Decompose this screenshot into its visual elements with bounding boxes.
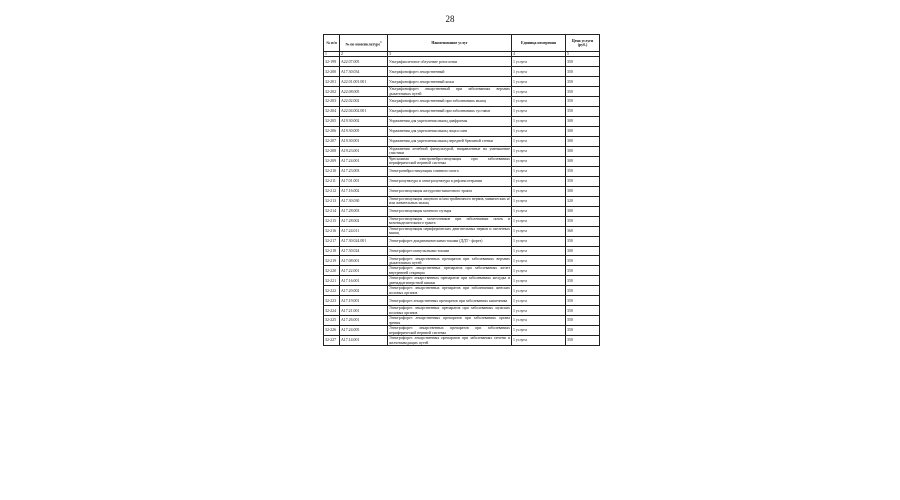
row-name-cell: Электрофорез импульсными токами — [388, 246, 512, 256]
row-number-cell: 32-212 — [324, 186, 340, 196]
row-unit-cell: 1 услуга — [512, 186, 566, 196]
table-row — [324, 57, 600, 67]
table-row — [324, 296, 600, 306]
row-number-cell: 32-221 — [324, 276, 340, 286]
row-code-cell: А17.24.011 — [340, 226, 388, 236]
row-number-cell: 32-219 — [324, 256, 340, 266]
row-name-cell: Ультрафонофорез лекарственный кожи — [388, 77, 512, 87]
row-number-cell: 32-223 — [324, 296, 340, 306]
row-name-cell: Упражнения для укрепления мышц передней брюшной стенки — [388, 137, 512, 147]
row-price-cell: 350 — [566, 276, 600, 286]
row-price-cell: 350 — [566, 166, 600, 176]
row-unit-cell: 1 услуга — [512, 306, 566, 316]
row-unit-cell: 1 услуга — [512, 286, 566, 296]
table-body — [324, 57, 600, 346]
row-code-cell: А17.01.001 — [340, 176, 388, 186]
row-name-cell: Электростимуляция периферических двигательных нервов и скелетных мышц — [389, 226, 510, 236]
table-row — [324, 137, 600, 147]
row-code-cell: А17.23.003 — [340, 166, 388, 176]
row-name-cell: Электропунктура и электропунктура в рефлексотерапии — [388, 176, 512, 186]
row-code-cell: А17.16.002 — [340, 186, 388, 196]
header-code-label: № по номенклатуре — [345, 41, 381, 46]
row-code-cell: А17.28.002 — [340, 216, 388, 226]
row-price-cell: 300 — [566, 246, 600, 256]
row-unit-cell: 1 услуга — [512, 236, 566, 246]
row-number-cell: 32-218 — [324, 246, 340, 256]
row-code-cell: А17.22.001 — [340, 266, 388, 276]
row-number-cell: 32-226 — [324, 326, 340, 336]
row-number-cell: 32-222 — [324, 286, 340, 296]
table-row — [324, 176, 600, 186]
row-unit-cell: 1 услуга — [512, 296, 566, 306]
row-name-cell: Электростимуляция мочеточников при заболеваниях почек и мочевыделительного тракта — [389, 216, 510, 226]
row-number-cell: 32-199 — [324, 57, 340, 67]
row-price-cell: 350 — [566, 216, 600, 226]
column-number: 5 — [566, 52, 600, 57]
row-price-cell: 360 — [566, 226, 600, 236]
row-code-cell: А17.20.002 — [340, 286, 388, 296]
row-price-cell: 300 — [566, 186, 600, 196]
row-price-cell: 350 — [566, 326, 600, 336]
row-number-cell: 32-217 — [324, 236, 340, 246]
row-unit-cell: 1 услуга — [512, 206, 566, 216]
row-code-cell: А17.14.001 — [340, 336, 388, 346]
row-code-cell: А17.21.001 — [340, 306, 388, 316]
row-name-cell: Электрофорез лекарственных препаратов при заболеваниях мужских половых органов — [389, 306, 510, 315]
row-name-cell: Электрофорез диадинамическими токами (ДДТ - форез) — [388, 236, 512, 246]
header-cell-name: Наименование услуг — [388, 35, 512, 52]
row-number-cell: 32-206 — [324, 127, 340, 137]
row-price-cell: 350 — [566, 57, 600, 67]
table-row — [324, 186, 600, 196]
row-name-cell: Электрофорез лекарственных препаратов при заболеваниях верхних дыхательных путей — [389, 256, 510, 265]
row-price-cell: 350 — [566, 336, 600, 346]
row-price-cell: 350 — [566, 296, 600, 306]
row-code-cell: А17.28.003 — [340, 206, 388, 216]
row-number-cell: 32-220 — [324, 266, 340, 276]
row-price-cell: 320 — [566, 196, 600, 206]
row-name-cell: Электростимуляция мочевого пузыря — [388, 206, 512, 216]
row-unit-cell: 1 услуга — [512, 127, 566, 137]
table-row — [324, 146, 600, 156]
table-row — [324, 266, 600, 276]
row-name-cell: Ультрафиолетовое облучение ротоглотки — [388, 57, 512, 67]
row-unit-cell: 1 услуга — [512, 77, 566, 87]
row-unit-cell: 1 услуга — [512, 316, 566, 326]
row-name-cell: Электрофорез лекарственных препаратов при заболеваниях органа зрения — [389, 316, 510, 325]
header-row — [324, 35, 600, 52]
row-code-cell: А17.30.030 — [340, 196, 388, 206]
row-name-cell: Электронейростимуляция спинного мозга — [388, 166, 512, 176]
header-footnote-mark: 1 — [380, 39, 382, 44]
row-number-cell: 32-225 — [324, 316, 340, 326]
row-code-cell: А17.16.001 — [340, 276, 388, 286]
table-row — [324, 326, 600, 336]
row-code-cell: А17.08.001 — [340, 256, 388, 266]
row-name-cell: Электрофорез лекарственных препаратов при заболеваниях печени и желчевыводящих путей — [389, 336, 510, 345]
table-row — [324, 206, 600, 216]
table-row — [324, 336, 600, 346]
row-number-cell: 32-202 — [324, 87, 340, 97]
row-unit-cell: 1 услуга — [512, 216, 566, 226]
row-number-cell: 32-214 — [324, 206, 340, 216]
column-number: 3 — [388, 52, 512, 57]
row-unit-cell: 1 услуга — [512, 226, 566, 236]
row-number-cell: 32-201 — [324, 77, 340, 87]
column-number: 2 — [340, 52, 388, 57]
row-name-cell: Электростимуляция лицевого и/или тройничного нервов, мимических и/или жевательных мышц — [389, 196, 510, 206]
row-number-cell: 32-227 — [324, 336, 340, 346]
row-price-cell: 350 — [566, 87, 600, 97]
row-price-cell: 350 — [566, 306, 600, 316]
header-cell-code — [340, 35, 388, 52]
header-cell-unit: Единица измерения — [512, 35, 566, 52]
row-name-cell: Электрофорез лекарственных препаратов при заболеваниях желез внутренней секреции — [389, 266, 510, 275]
row-number-cell: 32-213 — [324, 196, 340, 206]
header-cell-price: Цена услуги (руб.) — [566, 35, 600, 52]
table-row — [324, 306, 600, 316]
row-name-cell: Электростимуляция желудочно-кишечного тракта — [388, 186, 512, 196]
header-cell-number: № п/п — [324, 35, 340, 52]
table-row — [324, 127, 600, 137]
row-unit-cell: 1 услуга — [512, 57, 566, 67]
row-unit-cell: 1 услуга — [512, 246, 566, 256]
row-unit-cell: 1 услуга — [512, 156, 566, 166]
table-row — [324, 256, 600, 266]
row-price-cell: 350 — [566, 67, 600, 77]
table-row — [324, 276, 600, 286]
row-number-cell: 32-216 — [324, 226, 340, 236]
row-number-cell: 32-207 — [324, 137, 340, 147]
row-name-cell: Ультрафонофорез лекарственный — [388, 67, 512, 77]
table-row — [324, 117, 600, 127]
row-name-cell: Чрескожная электронейростимуляция при заболеваниях периферической нервной системы — [389, 157, 510, 166]
row-unit-cell: 1 услуга — [512, 266, 566, 276]
row-price-cell: 300 — [566, 127, 600, 137]
row-code-cell: А19.23.001 — [340, 146, 388, 156]
row-unit-cell: 1 услуга — [512, 117, 566, 127]
row-unit-cell: 1 услуга — [512, 87, 566, 97]
row-name-cell: Электрофорез лекарственных препаратов при заболеваниях женских половых органов — [389, 286, 510, 295]
row-price-cell: 350 — [566, 77, 600, 87]
row-price-cell: 300 — [566, 206, 600, 216]
row-price-cell: 350 — [566, 176, 600, 186]
row-code-cell: А22.01.001.001 — [340, 77, 388, 87]
row-unit-cell: 1 услуга — [512, 166, 566, 176]
row-code-cell: А19.30.001 — [340, 137, 388, 147]
row-number-cell: 32-209 — [324, 156, 340, 166]
row-number-cell: 32-224 — [324, 306, 340, 316]
table-row — [324, 316, 600, 326]
row-price-cell: 300 — [566, 146, 600, 156]
row-number-cell: 32-204 — [324, 107, 340, 117]
row-code-cell: А17.24.005 — [340, 326, 388, 336]
row-code-cell: А22.04.002.001 — [340, 107, 388, 117]
row-unit-cell: 1 услуга — [512, 176, 566, 186]
row-code-cell: А17.30.034 — [340, 67, 388, 77]
row-number-cell: 32-208 — [324, 146, 340, 156]
row-code-cell: А17.26.001 — [340, 316, 388, 326]
row-number-cell: 32-205 — [324, 117, 340, 127]
row-code-cell: А17.24.001 — [340, 156, 388, 166]
table-row — [324, 286, 600, 296]
table-row — [324, 97, 600, 107]
row-unit-cell: 1 услуга — [512, 336, 566, 346]
row-price-cell: 350 — [566, 97, 600, 107]
row-price-cell: 300 — [566, 137, 600, 147]
row-name-cell: Упражнения для укрепления мышц диафрагмы — [388, 117, 512, 127]
row-code-cell: А19.30.005 — [340, 127, 388, 137]
row-number-cell: 32-210 — [324, 166, 340, 176]
table-row — [324, 226, 600, 236]
row-unit-cell: 1 услуга — [512, 97, 566, 107]
row-code-cell: А22.02.002 — [340, 97, 388, 107]
row-code-cell: А17.30.024 — [340, 246, 388, 256]
row-name-cell: Электрофорез лекарственных препаратов при заболеваниях периферической нервной системы — [389, 326, 510, 335]
row-number-cell: 32-203 — [324, 97, 340, 107]
table-row — [324, 246, 600, 256]
row-price-cell: 300 — [566, 117, 600, 127]
table-row — [324, 67, 600, 77]
row-unit-cell: 1 услуга — [512, 67, 566, 77]
row-unit-cell: 1 услуга — [512, 256, 566, 266]
column-number: 4 — [512, 52, 566, 57]
page-number: 28 — [445, 14, 455, 24]
row-code-cell: А22.08.005 — [340, 87, 388, 97]
table-row — [324, 196, 600, 206]
row-name-cell: Электрофорез лекарственных препаратов при заболеваниях желудка и двенадцатиперстной кишки — [389, 276, 510, 285]
row-unit-cell: 1 услуга — [512, 196, 566, 206]
table-row — [324, 166, 600, 176]
table-row — [324, 236, 600, 246]
row-name-cell: Упражнения лечебной физкультурой, направленные на уменьшение спастики — [389, 147, 510, 156]
row-price-cell: 350 — [566, 256, 600, 266]
table-row — [324, 87, 600, 97]
row-price-cell: 350 — [566, 236, 600, 246]
row-unit-cell: 1 услуга — [512, 326, 566, 336]
row-price-cell: 350 — [566, 107, 600, 117]
table-row — [324, 107, 600, 117]
row-unit-cell: 1 услуга — [512, 276, 566, 286]
row-price-cell: 300 — [566, 156, 600, 166]
table-row — [324, 77, 600, 87]
row-number-cell: 32-215 — [324, 216, 340, 226]
row-price-cell: 350 — [566, 316, 600, 326]
row-name-cell: Электрофорез лекарственных препаратов при заболеваниях кишечника — [388, 296, 512, 306]
row-name-cell: Ультрафонофорез лекарственный при заболеваниях верхних дыхательных путей — [389, 87, 510, 96]
row-unit-cell: 1 услуга — [512, 137, 566, 147]
row-code-cell: А17.19.001 — [340, 296, 388, 306]
table-row — [324, 156, 600, 166]
row-name-cell: Ультрафонофорез лекарственный при заболеваниях мышц — [388, 97, 512, 107]
row-number-cell: 32-200 — [324, 67, 340, 77]
table-row — [324, 216, 600, 226]
row-number-cell: 32-211 — [324, 176, 340, 186]
price-table — [323, 34, 600, 346]
row-code-cell: А22.07.005 — [340, 57, 388, 67]
row-name-cell: Упражнения для укрепления мышц лица и шеи — [388, 127, 512, 137]
row-price-cell: 350 — [566, 286, 600, 296]
row-name-cell: Ультрафонофорез лекарственный при заболеваниях суставов — [388, 107, 512, 117]
row-code-cell: А19.30.002 — [340, 117, 388, 127]
row-unit-cell: 1 услуга — [512, 107, 566, 117]
column-number: 1 — [324, 52, 340, 57]
row-unit-cell: 1 услуга — [512, 146, 566, 156]
row-price-cell: 350 — [566, 266, 600, 276]
row-code-cell: А17.30.024.001 — [340, 236, 388, 246]
